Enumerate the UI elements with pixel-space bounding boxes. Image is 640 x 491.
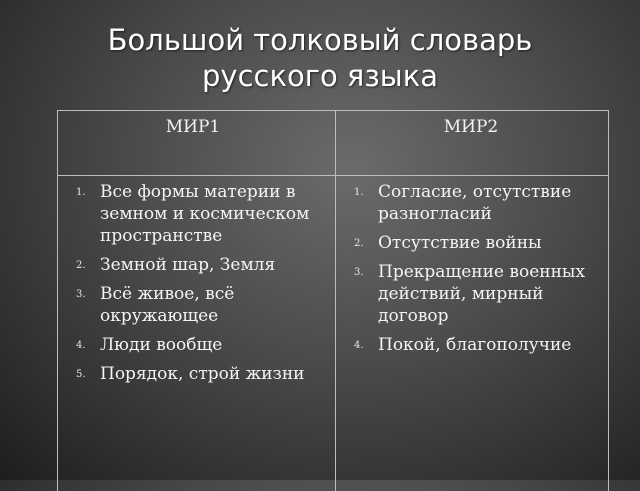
list-item-text: Люди вообще bbox=[100, 335, 223, 355]
list-item-text: Покой, благополучие bbox=[378, 335, 572, 355]
list-number: 1. bbox=[354, 187, 364, 198]
list-number: 3. bbox=[76, 289, 86, 300]
header-divider bbox=[58, 175, 608, 176]
list-number: 1. bbox=[76, 187, 86, 198]
header-mir1: МИР1 bbox=[165, 117, 221, 137]
title-line-2: русского языка bbox=[202, 59, 438, 93]
list-item bbox=[354, 334, 604, 356]
slide-title bbox=[0, 22, 640, 94]
header-mir2: МИР2 bbox=[443, 117, 499, 137]
list-number: 3. bbox=[354, 267, 364, 278]
list-item bbox=[76, 283, 326, 327]
list-item-text: Порядок, строй жизни bbox=[100, 364, 305, 384]
column-divider bbox=[335, 111, 336, 491]
mir1-list bbox=[76, 181, 326, 392]
list-item bbox=[354, 232, 604, 254]
list-item bbox=[354, 181, 604, 225]
list-number: 2. bbox=[76, 260, 86, 271]
list-item bbox=[354, 261, 604, 327]
list-item-text: Согласие, отсутствие разногласий bbox=[378, 182, 572, 224]
list-item-text: Всё живое, всё окружающее bbox=[100, 284, 235, 326]
list-item-text: Прекращение военных действий, мирный договор bbox=[378, 262, 586, 326]
list-item-text: Отсутствие войны bbox=[378, 233, 542, 253]
title-line-1: Большой толковый словарь bbox=[107, 23, 533, 57]
definitions-table bbox=[57, 110, 609, 491]
list-item-text: Земной шар, Земля bbox=[100, 255, 276, 275]
list-number: 5. bbox=[76, 369, 86, 380]
list-item bbox=[76, 181, 326, 247]
list-item bbox=[76, 334, 326, 356]
list-number: 2. bbox=[354, 238, 364, 249]
list-item-text: Все формы материи в земном и космическом пространстве bbox=[100, 182, 310, 246]
mir2-list bbox=[354, 181, 604, 363]
list-number: 4. bbox=[76, 340, 86, 351]
list-item bbox=[76, 254, 326, 276]
list-number: 4. bbox=[354, 340, 364, 351]
list-item bbox=[76, 363, 326, 385]
